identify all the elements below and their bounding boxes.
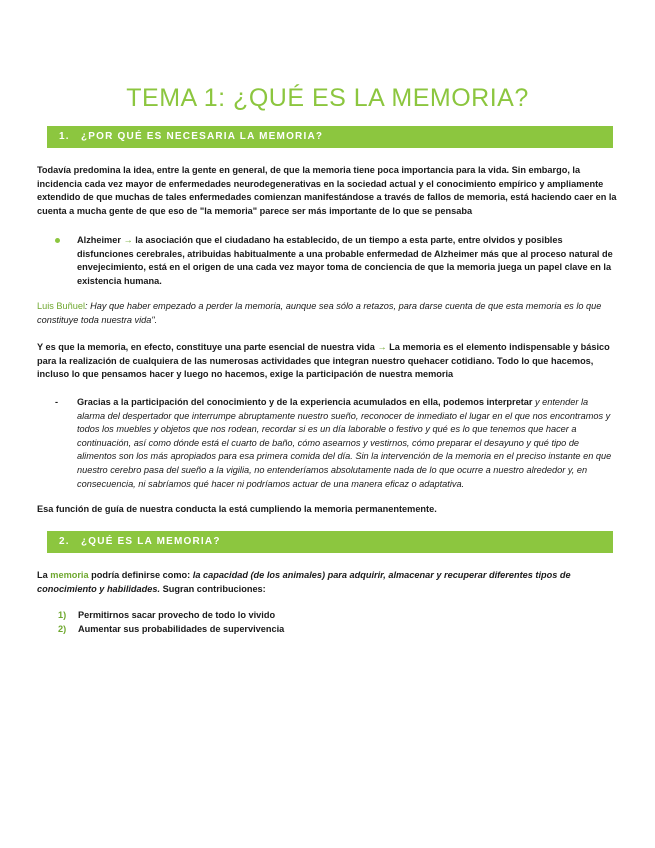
page-title: TEMA 1: ¿QUÉ ES LA MEMORIA? (126, 84, 529, 112)
dash-text (77, 396, 615, 491)
section-number: 1. (59, 131, 70, 142)
bullet-dot-icon (55, 238, 60, 243)
section-title: ¿QUÉ ES LA MEMORIA? (80, 536, 221, 547)
dash-marker: - (55, 397, 59, 407)
section-heading-2 (47, 531, 613, 553)
arrow-right-icon: → (377, 342, 387, 352)
definition-paragraph (37, 569, 617, 596)
item-text: Permitirnos sacar provecho de todo lo vivido (78, 610, 276, 620)
dash-text-bold: Gracias a la participación del conocimiento y de la experiencia acumulados en ella, podemos interpretar (77, 397, 533, 407)
definition-b: podría definirse como: (91, 570, 191, 580)
memory-paragraph-b: La memoria es el elemento indispensable y básico para la realización de cualquiera de las numerosas actividades que integran nuestro quehacer cotidiano. Todo lo que hacemos, incluso lo que pensamos hacer y luego no hacemos, exige la participación de nuestra memoria (37, 342, 610, 380)
arrow-right-icon: → (123, 235, 133, 245)
numbered-item (58, 623, 284, 636)
section-title: ¿POR QUÉ ES NECESARIA LA MEMORIA? (80, 131, 324, 142)
quote-text: : Hay que haber empezado a perder la memoria, aunque sea sólo a retazos, para darse cuenta de que esta memoria es lo que constituye toda nuestra vida". (37, 301, 602, 325)
dash-text-italic: y entender la alarma del despertador que interrumpe abruptamente nuestro sueño, reconocer de inmediato el lugar en el que nos encontramos y todos los muebles y objetos que nos rodean, recordar si es un día laborable o festivo y qué es lo que tenemos que hacer a continuación, así como dónde está el cuarto de baño, cómo asearnos y vestirnos, cómo preparar el desayuno y qué tipo de alimentos son los más apropiados para esa primera comida del día. Sin la intervención de la memoria en el preciso instante en que nuestro cerebro pasa del sueño a la vigilia, no entenderíamos absolutamente nada de lo que ocurre a nuestro alrededor y, en consecuencia, ni sabríamos qué hacer ni podríamos actuar de una manera eficaz o adaptativa. (77, 397, 612, 489)
item-number: 1) (58, 610, 67, 620)
definition-c: Sugran contribuciones: (162, 583, 266, 594)
bullet-body: la asociación que el ciudadano ha establecido, de un tiempo a esta parte, entre olvidos y posibles disfunciones cerebrales, atribuidas habitualmente a una probable enfermedad de Alzheimer más que al proceso natural de envejecimiento, está en el origen de una cada vez mayor toma de conciencia de que la memoria juega un papel clave en la existencia humana. (77, 235, 613, 286)
section-heading-1 (47, 126, 613, 148)
quote-paragraph (37, 300, 617, 327)
bullet-term: Alzheimer (77, 235, 121, 245)
item-text: Aumentar sus probabilidades de supervivencia (78, 624, 285, 634)
section-number: 2. (59, 536, 70, 547)
definition-a: La (37, 570, 48, 580)
closing-paragraph: Esa función de guía de nuestra conducta la está cumpliendo la memoria permanentemente. (37, 504, 437, 514)
memory-paragraph-a: Y es que la memoria, en efecto, constituye una parte esencial de nuestra vida (37, 342, 375, 352)
definition-term: memoria (50, 570, 89, 580)
intro-paragraph: Todavía predomina la idea, entre la gente en general, de que la memoria tiene poca importancia para la vida. Sin embargo, la incidencia cada vez mayor de enfermedades neurodegenerativas en la sociedad actual y el conocimiento empírico y ampliamente extendido de que muchas de tales enfermedades comienzan manifestándose a través de fallos de memoria, está haciendo caer en la cuenta a mucha gente de que eso de "la memoria" parece ser más importante de lo que se pensaba (37, 165, 617, 216)
numbered-item (58, 609, 275, 622)
item-number: 2) (58, 624, 67, 634)
definition-italic: la capacidad (de los animales) para adquirir, almacenar y recuperar diferentes tipos de conocimiento y habilidades. (37, 570, 571, 594)
bullet-text (77, 234, 615, 288)
memory-paragraph (37, 341, 617, 382)
quote-author: Luis Buñuel (37, 301, 86, 311)
